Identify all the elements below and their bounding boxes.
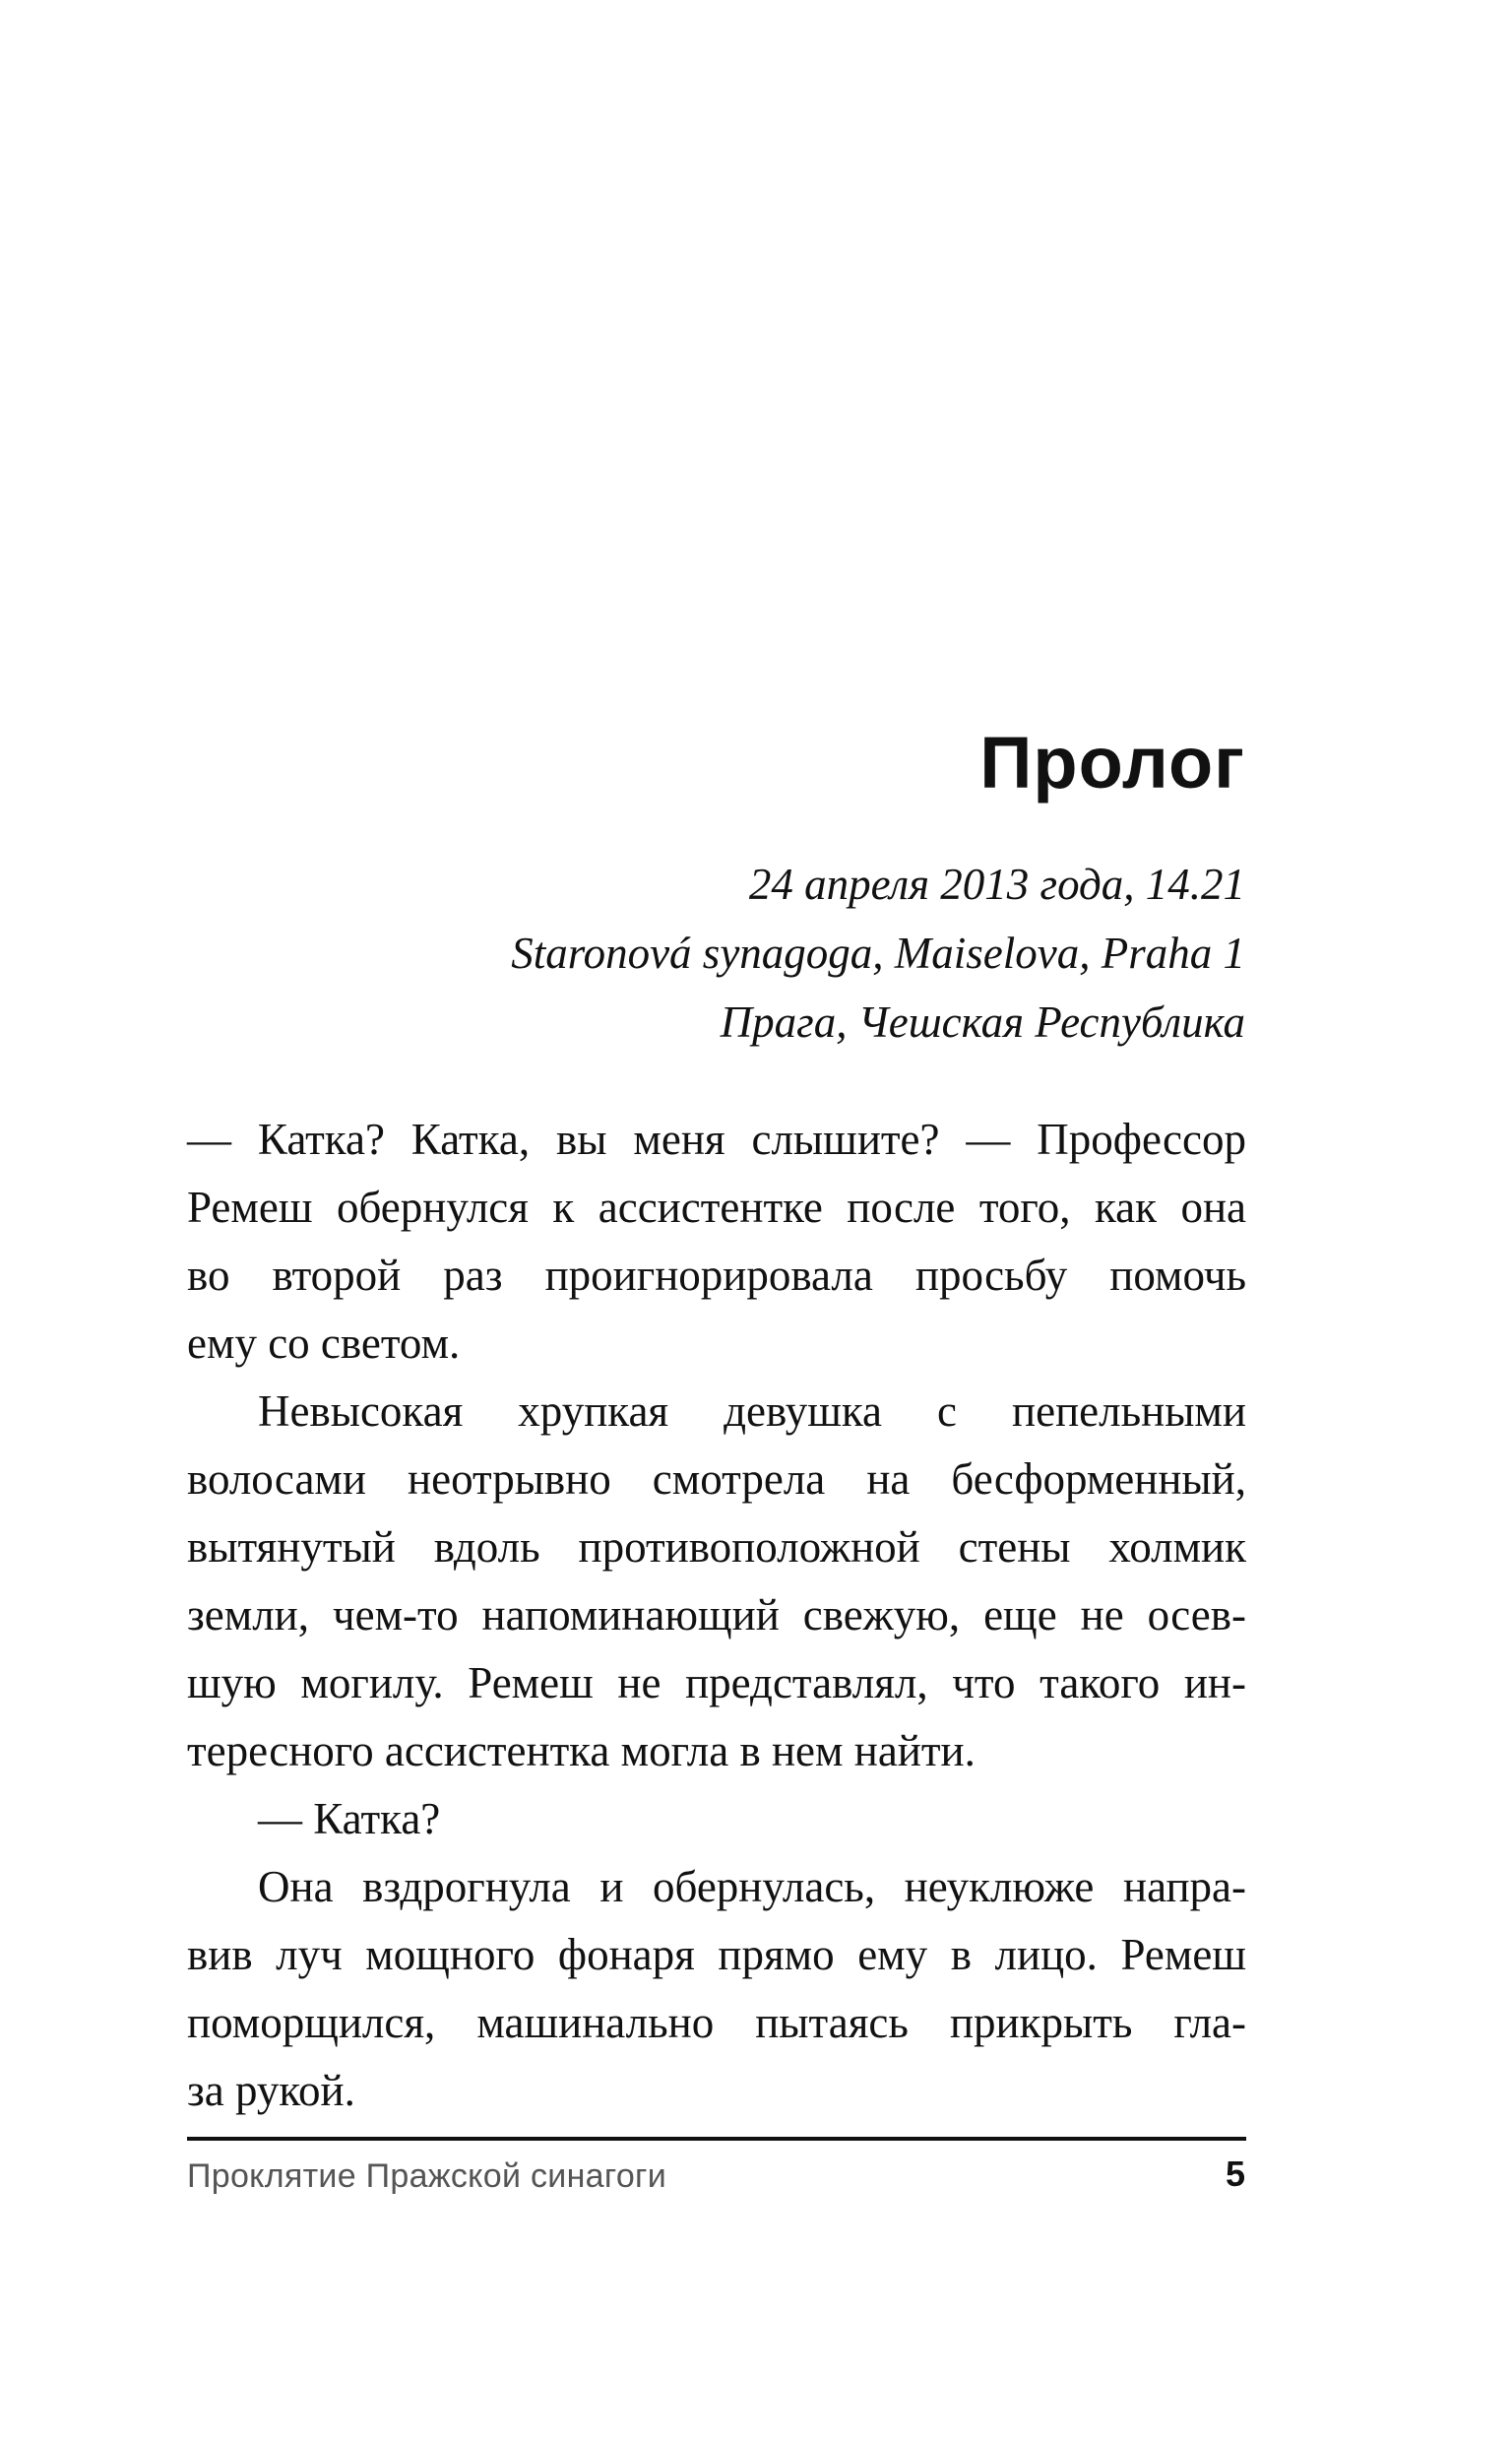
body-line: поморщился, машинально пытаясь прикрыть гла- [187, 1998, 1246, 2047]
footer-rule [187, 2137, 1246, 2141]
body-line: — Катка? Катка, вы меня слышите? — Профессор [187, 1115, 1246, 1164]
dateline-city: Прага, Чешская Республика [720, 997, 1245, 1047]
body-line: Невысокая хрупкая девушка с пепельными [258, 1386, 1246, 1436]
body-line: ему со светом. [187, 1318, 461, 1368]
body-line: Ремеш обернулся к ассистентке после того, как она [187, 1183, 1246, 1232]
body-line: шую могилу. Ремеш не представлял, что такого ин- [187, 1658, 1246, 1707]
body-line: земли, чем-то напоминающий свежую, еще не осев- [187, 1590, 1246, 1639]
body-line: во второй раз проигнорировала просьбу помочь [187, 1251, 1246, 1300]
body-line: волосами неотрывно смотрела на бесформенный, [187, 1454, 1246, 1504]
body-line: вытянутый вдоль противоположной стены холмик [187, 1522, 1246, 1572]
body-line: тересного ассистентка могла в нем найти. [187, 1726, 976, 1775]
running-footer-title: Проклятие Пражской синагоги [187, 2157, 667, 2195]
body-line: за рукой. [187, 2066, 355, 2115]
page-number: 5 [1225, 2154, 1245, 2194]
chapter-title: Пролог [979, 722, 1245, 804]
body-line: вив луч мощного фонаря прямо ему в лицо. Ремеш [187, 1930, 1246, 1979]
dateline-place: Staronová synagoga, Maiselova, Praha 1 [511, 929, 1245, 978]
body-line: — Катка? [258, 1794, 441, 1843]
body-line: Она вздрогнула и обернулась, неуклюже напра- [258, 1862, 1246, 1911]
dateline-date: 24 апреля 2013 года, 14.21 [748, 860, 1245, 909]
